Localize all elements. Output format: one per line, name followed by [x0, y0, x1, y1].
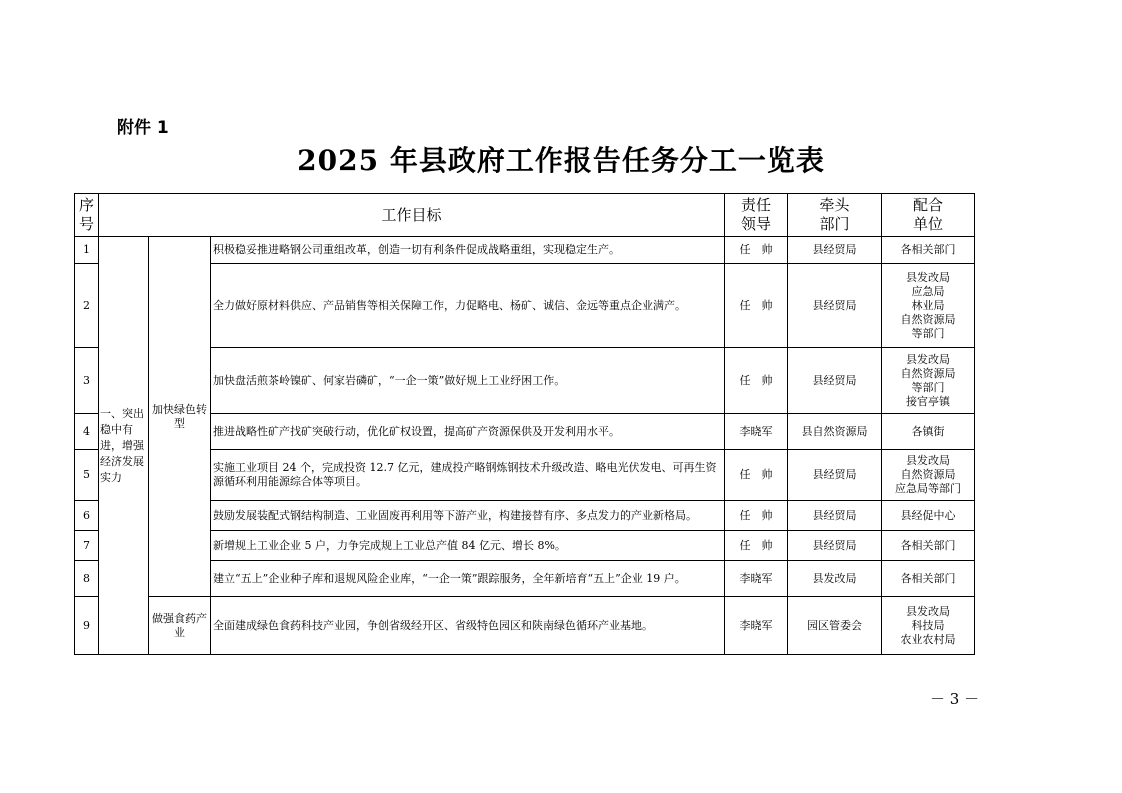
row-lead-dept: 县经贸局: [788, 237, 882, 264]
table-header-row: [75, 194, 975, 237]
header-lead-dept: 牵头 部门: [788, 194, 882, 237]
row-coop: 各相关部门: [882, 561, 975, 597]
row-leader: 李晓军: [725, 597, 788, 655]
row-goal: 新增规上工业企业 5 户，力争完成规上工业总产值 84 亿元、增长 8%。: [211, 531, 725, 561]
row-coop: 各镇街: [882, 414, 975, 450]
row-seq: 6: [75, 501, 99, 531]
row-leader: 任 帅: [725, 450, 788, 501]
row-seq: 1: [75, 237, 99, 264]
row-leader: 任 帅: [725, 264, 788, 348]
row-seq: 8: [75, 561, 99, 597]
row-coop: 县经促中心: [882, 501, 975, 531]
table-row: [75, 597, 975, 655]
row-lead-dept: 县经贸局: [788, 450, 882, 501]
row-lead-dept: 园区管委会: [788, 597, 882, 655]
header-goal: 工作目标: [99, 194, 725, 237]
row-seq: 5: [75, 450, 99, 501]
row-coop: 各相关部门: [882, 531, 975, 561]
row-lead-dept: 县自然资源局: [788, 414, 882, 450]
row-coop: 县发改局 自然资源局 应急局等部门: [882, 450, 975, 501]
row-coop: 县发改局 自然资源局 等部门 接官亭镇: [882, 348, 975, 414]
header-coop: 配合 单位: [882, 194, 975, 237]
row-leader: 任 帅: [725, 501, 788, 531]
row-lead-dept: 县经贸局: [788, 501, 882, 531]
row-seq: 3: [75, 348, 99, 414]
row-seq: 4: [75, 414, 99, 450]
row-goal: 建立“五上”企业种子库和退规风险企业库，“一企一策”跟踪服务，全年新培育“五上”企业 19 户。: [211, 561, 725, 597]
header-seq: 序 号: [75, 194, 99, 237]
row-coop: 县发改局 应急局 林业局 自然资源局 等部门: [882, 264, 975, 348]
row-leader: 任 帅: [725, 348, 788, 414]
attachment-label: 附件 1: [117, 118, 169, 138]
header-leader: 责任 领导: [725, 194, 788, 237]
row-seq: 7: [75, 531, 99, 561]
row-seq: 2: [75, 264, 99, 348]
row-lead-dept: 县发改局: [788, 561, 882, 597]
category-cell-green: 加快绿色转型: [149, 237, 211, 597]
row-leader: 任 帅: [725, 237, 788, 264]
page-title: 2025 年县政府工作报告任务分工一览表: [297, 144, 825, 177]
row-coop: 各相关部门: [882, 237, 975, 264]
section-cell: 一、突出稳中有进，增强经济发展实力: [99, 237, 149, 655]
row-seq: 9: [75, 597, 99, 655]
row-goal: 实施工业项目 24 个，完成投资 12.7 亿元，建成投产略钢炼钢技术升级改造、略电光伏发电、可再生资源循环利用能源综合体等项目。: [211, 450, 725, 501]
row-goal: 全力做好原材料供应、产品销售等相关保障工作，力促略电、杨矿、诚信、金远等重点企业满产。: [211, 264, 725, 348]
row-lead-dept: 县经贸局: [788, 531, 882, 561]
row-leader: 李晓军: [725, 561, 788, 597]
row-leader: 任 帅: [725, 531, 788, 561]
category-cell-food: 做强食药产业: [149, 597, 211, 655]
row-goal: 鼓励发展装配式钢结构制造、工业固废再利用等下游产业，构建接替有序、多点发力的产业新格局。: [211, 501, 725, 531]
page-number: － 3 －: [930, 690, 980, 708]
row-goal: 推进战略性矿产找矿突破行动，优化矿权设置，提高矿产资源保供及开发利用水平。: [211, 414, 725, 450]
table-row: [75, 237, 975, 264]
row-lead-dept: 县经贸局: [788, 264, 882, 348]
row-goal: 全面建成绿色食药科技产业园，争创省级经开区、省级特色园区和陕南绿色循环产业基地。: [211, 597, 725, 655]
row-goal: 积极稳妥推进略钢公司重组改革，创造一切有利条件促成战略重组，实现稳定生产。: [211, 237, 725, 264]
row-coop: 县发改局 科技局 农业农村局: [882, 597, 975, 655]
row-lead-dept: 县经贸局: [788, 348, 882, 414]
row-leader: 李晓军: [725, 414, 788, 450]
task-table: [74, 193, 975, 655]
row-goal: 加快盘活煎茶岭镍矿、何家岩磷矿，“一企一策”做好规上工业纾困工作。: [211, 348, 725, 414]
